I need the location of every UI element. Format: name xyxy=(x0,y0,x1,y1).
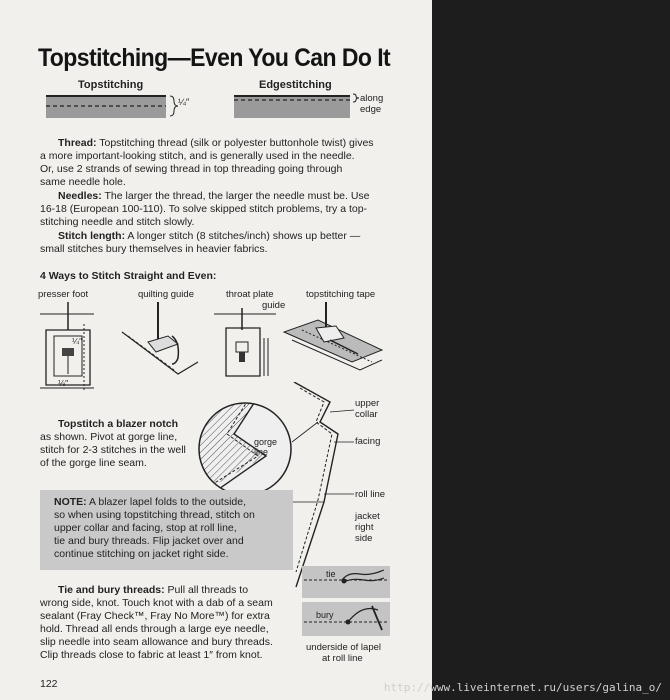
blazer-lead: Topstitch a blazer notch xyxy=(58,418,178,430)
presser-foot-quarter: ¼″ xyxy=(72,336,83,346)
note-text-1: A blazer lapel folds to the outside, xyxy=(89,496,247,508)
quilting-guide-illustration xyxy=(118,302,200,382)
note-line-2: so when using topstitching thread, stitch on xyxy=(54,509,255,521)
gorge-line-illustration xyxy=(196,400,294,498)
throat-plate-illustration xyxy=(212,308,278,382)
gorge-label-1: gorge xyxy=(254,437,278,447)
dark-background xyxy=(432,0,670,700)
edgestitching-label: Edgestitching xyxy=(259,79,332,91)
edgestitching-swatch xyxy=(232,92,362,122)
roll-line-label: roll line xyxy=(355,489,386,500)
needles-line-3: stitching needle and stitch slowly. xyxy=(40,216,195,228)
topstitching-label: Topstitching xyxy=(78,79,144,91)
thread-lead: Thread: xyxy=(58,137,97,149)
thread-line-1 xyxy=(58,137,374,150)
quilting-guide-label: quilting guide xyxy=(138,289,194,300)
edgestitching-note-1: along xyxy=(360,93,384,104)
topstitching-tape-illustration xyxy=(282,302,392,388)
tie-bury-line-5: slip needle into seam allowance and bury threads. xyxy=(40,636,273,648)
tie-bury-line-1 xyxy=(58,584,248,597)
tie-label: tie xyxy=(326,569,336,579)
upper-collar-label-1: upper xyxy=(355,398,380,409)
thread-line-4: same needle hole. xyxy=(40,176,126,188)
jacket-right-side-label-1: jacket xyxy=(355,511,380,522)
gorge-label-2: line xyxy=(254,447,269,457)
needles-line-1 xyxy=(58,190,370,203)
presser-foot-label: presser foot xyxy=(38,289,89,300)
lapel-caption-1: underside of lapel xyxy=(306,642,381,653)
tie-bury-line-2: wrong side, knot. Touch knot with a dab of a seam xyxy=(40,597,273,609)
blazer-line-2: stitch for 2-3 stitches in the well xyxy=(40,444,186,456)
needles-line-2: 16-18 (European 100-110). To solve skipped stitch problems, try a top- xyxy=(40,203,368,215)
thread-text-1: Topstitching thread (silk or polyester buttonhole twist) gives xyxy=(99,137,374,149)
tie-bury-line-6: Clip threads close to fabric at least 1″ from knot. xyxy=(40,649,263,661)
jacket-lapel-illustration xyxy=(290,382,360,592)
page-title: Topstitching—Even You Can Do It xyxy=(38,44,391,72)
ways-heading: 4 Ways to Stitch Straight and Even: xyxy=(40,270,217,282)
stitch-length-line-2: small stitches bury themselves in heavier fabrics. xyxy=(40,243,268,255)
topstitching-measure: ¼″ xyxy=(178,97,190,108)
needles-lead: Needles: xyxy=(58,190,102,202)
note-lead: NOTE: xyxy=(54,496,87,508)
thread-line-3: Or, use 2 strands of sewing thread in top threading going through xyxy=(40,163,343,175)
stitch-length-text-1: A longer stitch (8 stitches/inch) shows up better — xyxy=(127,230,361,242)
tie-illustration xyxy=(302,566,390,600)
throat-plate-label: throat plate xyxy=(226,289,274,300)
page-number: 122 xyxy=(40,678,58,690)
stitch-length-lead: Stitch length: xyxy=(58,230,126,242)
bury-label: bury xyxy=(316,610,334,620)
throat-plate-guide-label: guide xyxy=(262,300,286,311)
tie-bury-lead: Tie and bury threads: xyxy=(58,584,165,596)
facing-label: facing xyxy=(355,436,381,447)
needles-text-1: The larger the thread, the larger the needle must be. Use xyxy=(104,190,370,202)
blazer-line-1: as shown. Pivot at gorge line, xyxy=(40,431,178,443)
topstitching-tape-label: topstitching tape xyxy=(306,289,376,300)
note-line-4: tie and bury threads. Flip jacket over and xyxy=(54,535,244,547)
tie-bury-line-3: sealant (Fray Check™, Fray No More™) for extra xyxy=(40,610,270,622)
tie-bury-line-4: hold. Thread all ends through a large eye needle, xyxy=(40,623,269,635)
thread-line-2: a more important-looking stitch, and is generally used in the needle. xyxy=(40,150,355,162)
lapel-caption-2: at roll line xyxy=(322,653,363,664)
stitch-length-line-1 xyxy=(58,230,360,243)
edgestitching-note-2: edge xyxy=(360,104,382,115)
upper-collar-label-2: collar xyxy=(355,409,378,420)
note-line-5: continue stitching on jacket right side. xyxy=(54,548,229,560)
presser-foot-eighth: ⅛″ xyxy=(58,378,69,388)
tie-bury-text-1: Pull all threads to xyxy=(167,584,249,596)
jacket-right-side-label-2: right xyxy=(355,522,374,533)
blazer-line-3: of the gorge line seam. xyxy=(40,457,147,469)
jacket-right-side-label-3: side xyxy=(355,533,373,544)
note-line-1 xyxy=(54,496,246,509)
note-line-3: upper collar and facing, stop at roll line, xyxy=(54,522,237,534)
watermark-url: http://www.liveinternet.ru/users/galina_o/ xyxy=(383,681,662,694)
